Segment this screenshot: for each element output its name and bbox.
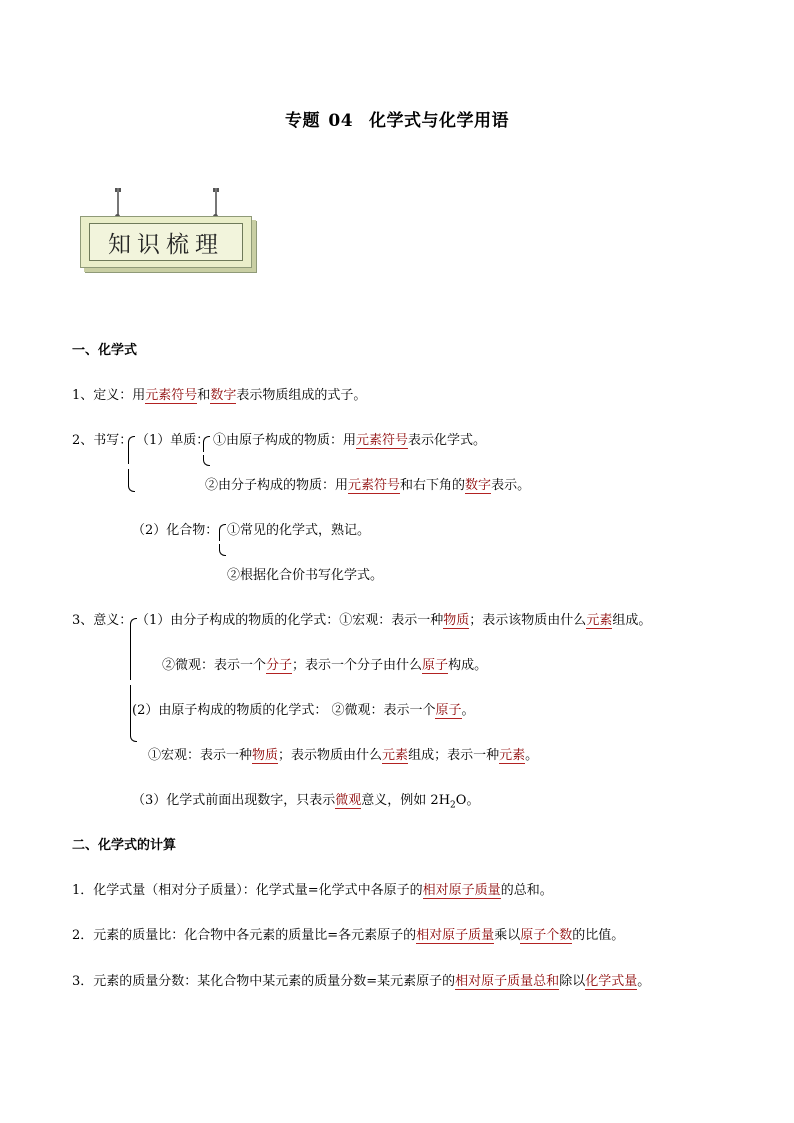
calc-line-2: 2．元素的质量比：化合物中各元素的质量比=各元素原子的相对原子质量乘以原子个数的比值。 [72,928,625,943]
meaning-molecular-micro: ②微观：表示一个分子；表示一个分子由什么原子构成。 [162,658,488,673]
sign-text: 知识梳理 [89,223,243,261]
page-title: 专题 04 化学式与化学用语 [284,111,510,131]
brace-element [199,436,209,466]
section-sign [80,188,258,274]
section-heading-formula: 一、化学式 [72,343,138,358]
writing-compound-a: ①常见的化学式，熟记。 [227,523,371,538]
definition-line: 1、定义：用元素符号和数字表示物质组成的式子。 [72,388,367,403]
writing-compound-label: （2）化合物： [132,523,219,538]
meaning-label: 3、意义： [72,613,133,628]
writing-compound-b: ②根据化合价书写化学式。 [227,568,384,583]
meaning-number: （3）化学式前面出现数字，只表示微观意义，例如 $2H_2O$。 [132,793,480,811]
writing-element-label: （1）单质： [136,433,210,448]
brace-writing [124,436,134,492]
writing-element-b: ②由分子构成的物质：用元素符号和右下角的数字表示。 [205,478,531,493]
writing-label: 2、书写： [72,433,133,448]
brace-meaning [126,618,136,742]
meaning-atomic: (2）由原子构成的物质的化学式： ②微观：表示一个原子。 [132,703,475,718]
calc-line-3: 3．元素的质量分数：某化合物中某元素的质量分数=某元素原子的相对原子质量总和除以化学式量。 [72,974,651,989]
brace-compound [215,524,225,556]
calc-line-1: 1．化学式量（相对分子质量）：化学式量=化学式中各原子的相对原子质量的总和。 [72,883,553,898]
meaning-molecular: （1）由分子构成的物质的化学式：①宏观：表示一种物质；表示该物质由什么元素组成。 [136,613,652,628]
writing-element-a: ①由原子构成的物质：用元素符号表示化学式。 [213,433,487,448]
meaning-atomic-macro: ①宏观：表示一种物质；表示物质由什么元素组成；表示一种元素。 [148,748,539,763]
section-heading-calculation: 二、化学式的计算 [72,838,177,853]
